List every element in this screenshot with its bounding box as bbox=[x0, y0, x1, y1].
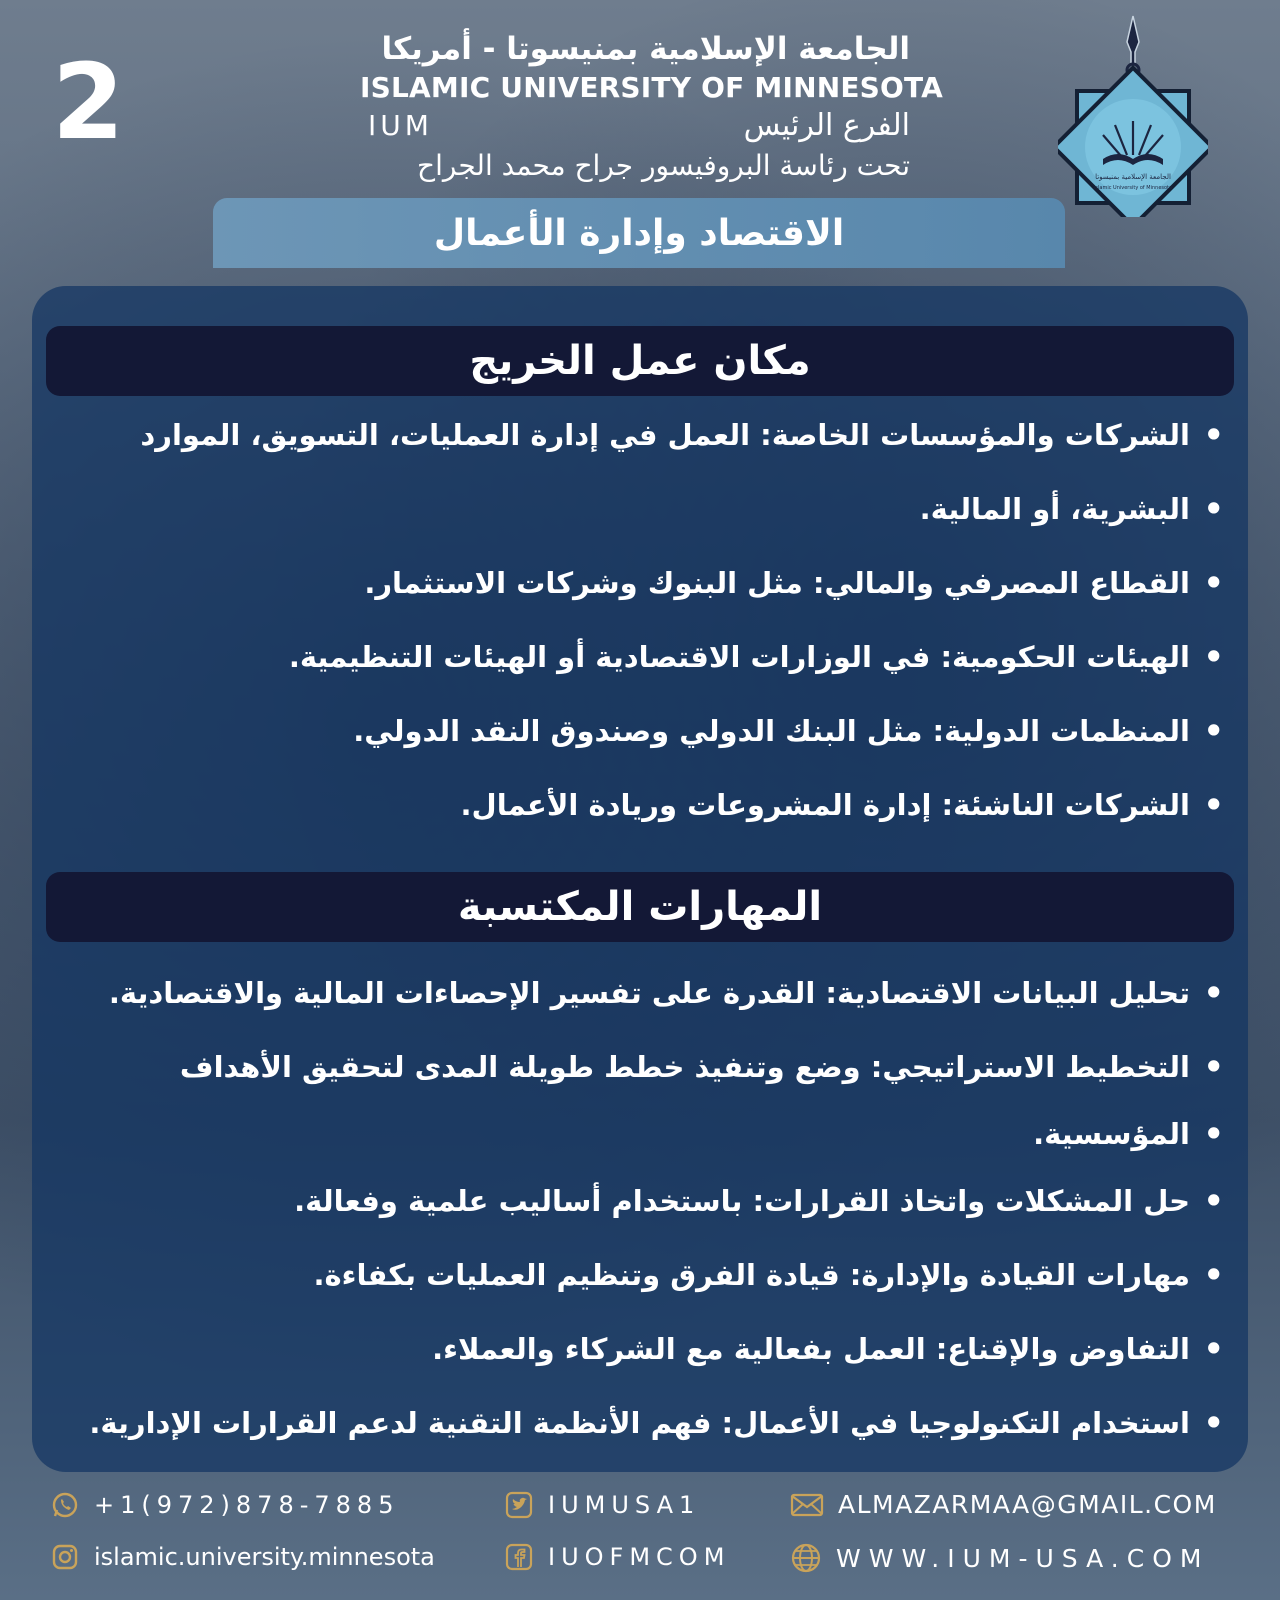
twitter-handle: IUMUSA1 bbox=[548, 1491, 701, 1519]
globe-icon bbox=[790, 1542, 822, 1574]
facebook-icon bbox=[504, 1542, 534, 1572]
facebook-handle: IUOFMCOM bbox=[548, 1543, 731, 1571]
whatsapp-icon bbox=[50, 1490, 80, 1520]
twitter-contact[interactable] bbox=[504, 1490, 700, 1520]
list-item: • المنظمات الدولية: مثل البنك الدولي وصندوق النقد الدولي. bbox=[80, 694, 1224, 768]
university-name-arabic: الجامعة الإسلامية بمنيسوتا - أمريكا bbox=[381, 31, 910, 67]
page-number: 2 bbox=[52, 41, 125, 163]
mail-icon bbox=[790, 1491, 824, 1519]
email-address: ALMAZARMAA@GMAIL.COM bbox=[838, 1490, 1217, 1519]
branch-row bbox=[360, 106, 910, 146]
instagram-icon bbox=[50, 1542, 80, 1572]
twitter-icon bbox=[504, 1490, 534, 1520]
list-item: • الشركات والمؤسسات الخاصة: العمل في إدارة العمليات، التسويق، الموارد bbox=[80, 398, 1224, 472]
list-item: • تحليل البيانات الاقتصادية: القدرة على تفسير الإحصاءات المالية والاقتصادية. bbox=[80, 956, 1224, 1030]
phone-contact[interactable] bbox=[50, 1490, 399, 1520]
facebook-contact[interactable] bbox=[504, 1542, 730, 1572]
website-url: WWW.IUM-USA.COM bbox=[836, 1543, 1210, 1573]
list-item: • المؤسسية. bbox=[80, 1104, 1224, 1164]
list-item: • استخدام التكنولوجيا في الأعمال: فهم الأنظمة التقنية لدعم القرارات الإدارية. bbox=[80, 1386, 1224, 1460]
workplace-list bbox=[80, 398, 1224, 842]
branch-label: الفرع الرئيس bbox=[743, 108, 910, 143]
list-item: • التخطيط الاستراتيجي: وضع وتنفيذ خطط طويلة المدى لتحقيق الأهداف bbox=[80, 1030, 1224, 1104]
president-line: تحت رئاسة البروفيسور جراح محمد الجراح bbox=[417, 149, 910, 182]
list-item: • القطاع المصرفي والمالي: مثل البنوك وشركات الاستثمار. bbox=[80, 546, 1224, 620]
list-item: • التفاوض والإقناع: العمل بفعالية مع الشركاء والعملاء. bbox=[80, 1312, 1224, 1386]
svg-text:Islamic University of Minnesot: Islamic University of Minnesota bbox=[1093, 185, 1173, 191]
department-title: الاقتصاد وإدارة الأعمال bbox=[213, 198, 1065, 268]
university-header bbox=[360, 28, 944, 186]
website-contact[interactable] bbox=[790, 1542, 1209, 1574]
section-title-graduate-workplace: مكان عمل الخريج bbox=[46, 326, 1234, 396]
university-abbrev: IUM bbox=[368, 109, 433, 142]
email-contact[interactable] bbox=[790, 1490, 1217, 1519]
list-item: • البشرية، أو المالية. bbox=[80, 472, 1224, 546]
university-seal-icon bbox=[1058, 12, 1208, 217]
list-item: • الشركات الناشئة: إدارة المشروعات وريادة الأعمال. bbox=[80, 768, 1224, 842]
skills-list bbox=[80, 956, 1224, 1460]
instagram-handle: islamic.university.minnesota bbox=[94, 1543, 435, 1571]
section-title-acquired-skills: المهارات المكتسبة bbox=[46, 872, 1234, 942]
list-item: • مهارات القيادة والإدارة: قيادة الفرق وتنظيم العمليات بكفاءة. bbox=[80, 1238, 1224, 1312]
list-item: • حل المشكلات واتخاذ القرارات: باستخدام أساليب علمية وفعالة. bbox=[80, 1164, 1224, 1238]
list-item: • الهيئات الحكومية: في الوزارات الاقتصادية أو الهيئات التنظيمية. bbox=[80, 620, 1224, 694]
instagram-contact[interactable] bbox=[50, 1542, 435, 1572]
phone-number: +1(972)878-7885 bbox=[94, 1491, 400, 1519]
university-name-english: ISLAMIC UNIVERSITY OF MINNESOTA bbox=[360, 71, 944, 104]
svg-text:الجامعة الإسلامية بمنيسوتا: الجامعة الإسلامية بمنيسوتا bbox=[1095, 173, 1171, 181]
contact-footer bbox=[0, 1478, 1280, 1600]
